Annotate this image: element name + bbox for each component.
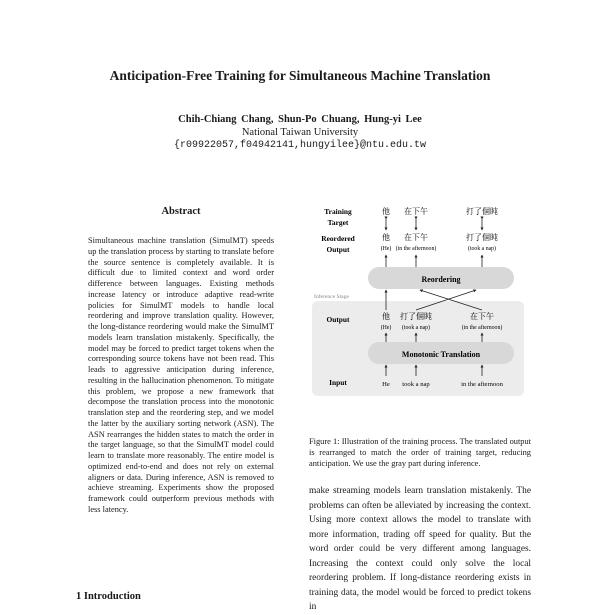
output-gloss: (in the afternoon): [461, 325, 503, 331]
output-token: 在下午: [470, 312, 494, 321]
reordered-token: 打了個盹: [466, 233, 498, 242]
abstract-heading: Abstract: [161, 206, 201, 217]
abstract-body: Simultaneous machine translation (SimulMT) speeds up the translation process by starting to translate before the source sentence is completely available. It is difficult due to limited context and word order difference between languages. Existing methods increase latency or introduce adaptive read-write policies for SimulMT models to handle local reordering and improve translation quality. However, the long-distance reordering would make the SimulMT models learn translation mistakenly. Specifically, the model may be forced to predict target tokens when the corresponding source tokens have not been read. This leads to aggressive anticipation during inference, resulting in the hallucination phenomenon. To mitigate this problem, we propose a new framework that decompose the translation process into the monotonic translation step and the reordering step, and we model the latter by the auxiliary sorting network (ASN). The ASN rearranges the hidden states to match the order in the target language, so that the SimulMT model could learn to translate more reasonably. The entire model is optimized end-to-end and does not rely on external aligners or data. During inference, ASN is removed to achieve streaming. Experiments show the proposed framework could outperform previous methods with less latency.: [88, 236, 274, 514]
introduction-heading: 1 Introduction: [76, 591, 141, 602]
affiliation: National Taiwan University: [241, 127, 359, 138]
figure-caption: Figure 1: Illustration of the training process. The translated output is rearranged to match the order of training target, reducing anticipation. We use the gray part during inference.: [309, 437, 531, 468]
label-input: Input: [329, 378, 347, 387]
reordered-gloss: (He): [380, 246, 392, 252]
label-output: Output: [326, 245, 350, 254]
output-gloss: (He): [380, 325, 392, 331]
input-token: He: [382, 381, 390, 388]
paper-title: Anticipation-Free Training for Simultaneous Machine Translation: [109, 68, 491, 83]
reordered-gloss: (in the afternoon): [395, 246, 437, 252]
label-reordered: Reordered: [321, 234, 355, 243]
output-token: 他: [382, 312, 390, 321]
right-column-text: make streaming models learn translation mistakenly. The problems can often be alleviated by increasing the context. Using more context allows the model to translate with more information, trading off speed for quality. But the word order could be very different among languages. Increasing the context could only solve the local reordering problem. If long-distance reordering exists in training data, the model would be forced to predict tokens in: [309, 486, 531, 612]
reordered-token: 在下午: [404, 233, 428, 242]
input-token: took a nap: [402, 381, 430, 388]
label-target: Target: [327, 218, 349, 227]
input-token: in the afternoon: [461, 381, 503, 388]
reordered-gloss: (took a nap): [467, 246, 497, 252]
figure-1: [310, 200, 530, 400]
reordered-token: 他: [382, 233, 390, 242]
label-training: Training: [324, 207, 352, 216]
output-gloss: (took a nap): [401, 325, 431, 331]
target-token: 打了個盹: [466, 207, 498, 216]
target-token: 在下午: [404, 207, 428, 216]
target-token: 他: [382, 207, 390, 216]
monotonic-translation-label: Monotonic Translation: [401, 350, 481, 359]
label-output-inference: Output: [326, 315, 350, 324]
reordering-label: Reordering: [421, 275, 461, 284]
label-inference-stage: Inference Stage: [314, 294, 349, 300]
author-list: Chih-Chiang Chang, Shun-Po Chuang, Hung-yi Lee: [178, 114, 422, 125]
output-token: 打了個盹: [400, 312, 432, 321]
author-emails[interactable]: {r09922057,f04942141,hungyilee}@ntu.edu.tw: [173, 140, 427, 151]
